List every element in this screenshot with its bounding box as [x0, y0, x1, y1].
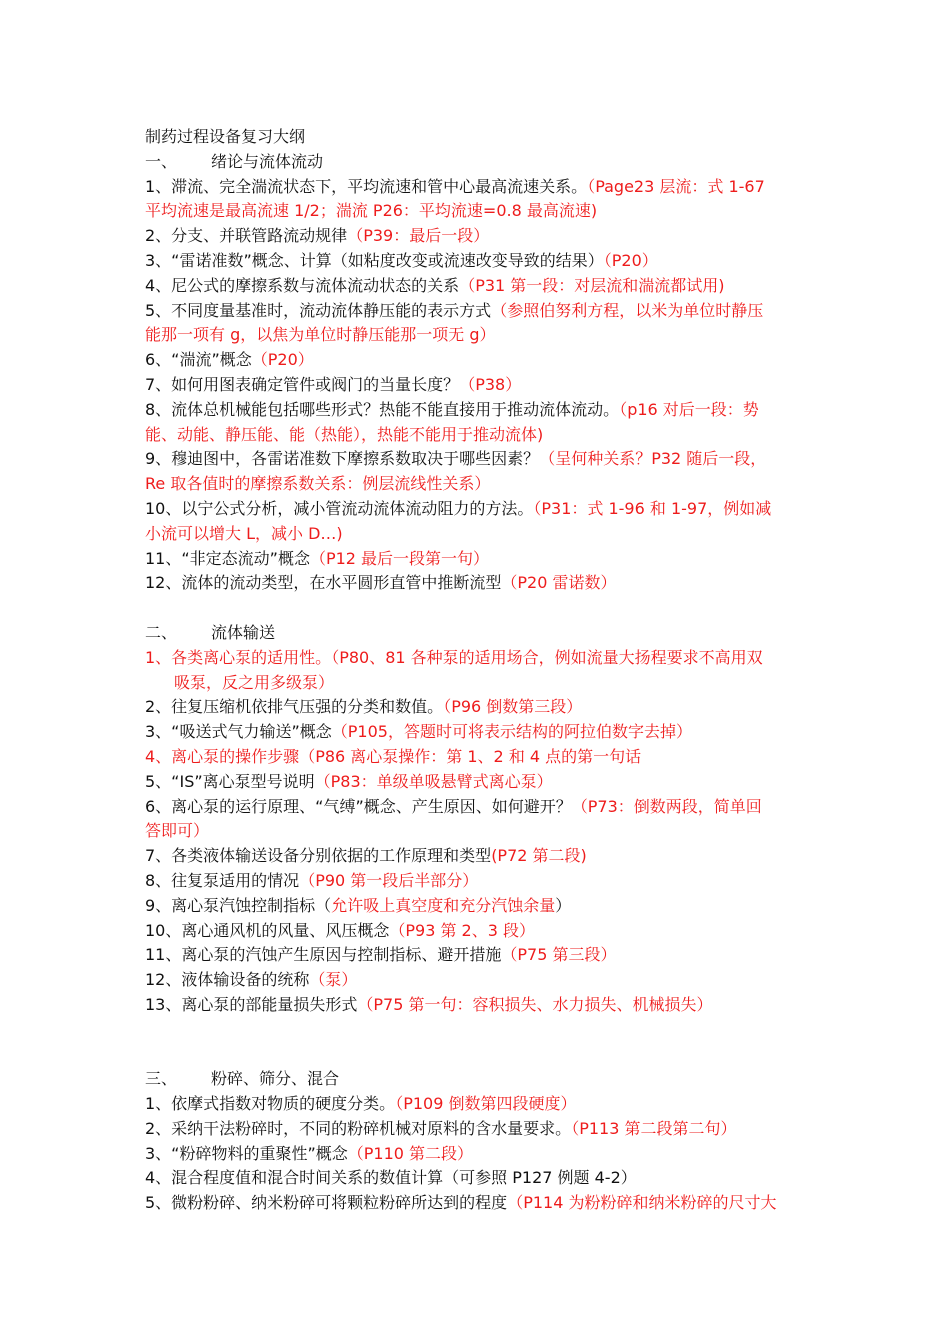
list-item: 3、“粉碎物料的重聚性”概念（P110 第二段） — [145, 1143, 474, 1163]
list-item-continuation: 答即可） — [145, 821, 210, 841]
section-heading-3 — [145, 1067, 815, 1092]
list-item-continuation: 平均流速是最高流速 1/2；湍流 P26：平均流速=0.8 最高流速) — [145, 201, 598, 221]
section-number: 一、 — [145, 151, 178, 171]
list-item: 6、“湍流”概念（P20） — [145, 350, 314, 370]
spacer — [145, 1018, 815, 1068]
list-item-continuation: Re 取各值时的摩擦系数关系：例层流线性关系） — [145, 474, 491, 494]
document-title: 制药过程设备复习大纲 — [145, 127, 306, 146]
list-item: 4、离心泵的操作步骤（P86 离心泵操作：第 1、2 和 4 点的第一句话 — [145, 746, 642, 766]
list-item: 1、滞流、完全湍流状态下，平均流速和管中心最高流速关系。（Page23 层流：式 1-67 — [145, 176, 765, 196]
section-title: 流体输送 — [211, 622, 276, 642]
list-item: 8、流体总机械能包括哪些形式？热能不能直接用于推动流体流动。（p16 对后一段：势 — [145, 399, 759, 419]
list-item: 8、往复泵适用的情况（P90 第一段后半部分） — [145, 870, 479, 890]
list-item: 5、不同度量基准时，流动流体静压能的表示方式（参照伯努利方程，以米为单位时静压 — [145, 300, 764, 320]
section-heading-1 — [145, 150, 815, 175]
document-body — [145, 125, 815, 1216]
list-item: 7、各类液体输送设备分别依据的工作原理和类型(P72 第二段) — [145, 846, 587, 866]
spacer — [145, 596, 815, 621]
list-item: 10、离心通风机的风量、风压概念（P93 第 2、3 段） — [145, 920, 536, 940]
list-item: 1、各类离心泵的适用性。（P80、81 各种泵的适用场合，例如流量大扬程要求不高用双 — [145, 647, 763, 667]
list-item: 2、采纳干法粉碎时，不同的粉碎机械对原料的含水量要求。（P113 第二段第二句） — [145, 1118, 737, 1138]
list-item: 11、“非定态流动”概念（P12 最后一段第一句） — [145, 548, 490, 568]
list-item: 9、离心泵汽蚀控制指标（允许吸上真空度和充分汽蚀余量） — [145, 895, 572, 915]
section-heading-2 — [145, 621, 815, 646]
list-item: 7、如何用图表确定管件或阀门的当量长度？（P38） — [145, 374, 522, 394]
list-item: 11、离心泵的汽蚀产生原因与控制指标、避开措施（P75 第三段） — [145, 945, 617, 965]
section-number: 二、 — [145, 622, 178, 642]
list-item: 5、“IS”离心泵型号说明（P83：单级单吸悬臂式离心泵） — [145, 771, 553, 791]
list-item: 6、离心泵的运行原理、“气缚”概念、产生原因、如何避开？（P73：倒数两段，简单回 — [145, 796, 762, 816]
section-title: 粉碎、筛分、混合 — [211, 1069, 340, 1089]
list-item: 13、离心泵的部能量损失形式（P75 第一句：容积损失、水力损失、机械损失） — [145, 994, 713, 1014]
section-title: 绪论与流体流动 — [211, 151, 324, 171]
list-item: 12、流体的流动类型，在水平圆形直管中推断流型（P20 雷诺数） — [145, 573, 617, 593]
list-item: 5、微粉粉碎、纳米粉碎可将颗粒粉碎所达到的程度（P114 为粉粉碎和纳米粉碎的尺寸大 — [145, 1193, 777, 1213]
list-item: 1、依摩式指数对物质的硬度分类。（P109 倒数第四段硬度） — [145, 1094, 577, 1114]
list-item-continuation: 吸泵，反之用多级泵） — [174, 672, 335, 692]
list-item: 9、穆迪图中，各雷诺准数下摩擦系数取决于哪些因素？（呈何种关系？P32 随后一段， — [145, 449, 767, 469]
list-item: 4、混合程度值和混合时间关系的数值计算（可参照 P127 例题 4-2） — [145, 1168, 637, 1188]
list-item: 12、液体输设备的统称（泵） — [145, 970, 358, 990]
list-item: 2、往复压缩机依排气压强的分类和数值。（P96 倒数第三段） — [145, 697, 583, 717]
list-item: 2、分支、并联管路流动规律（P39：最后一段） — [145, 226, 490, 246]
list-item-continuation: 能那一项有 g，以焦为单位时静压能那一项无 g） — [145, 325, 496, 345]
list-item: 3、“雷诺准数”概念、计算（如粘度改变或流速改变导致的结果）（P20） — [145, 250, 658, 270]
list-item: 4、尼公式的摩擦系数与流体流动状态的关系（P31 第一段：对层流和湍流都试用) — [145, 275, 725, 295]
list-item: 10、以宁公式分析，减小管流动流体流动阻力的方法。（P31：式 1-96 和 1-97，例如减 — [145, 498, 772, 518]
list-item-continuation: 小流可以增大 L，减小 D…) — [145, 523, 343, 543]
list-item: 3、“吸送式气力输送”概念（P105，答题时可将表示结构的阿拉伯数字去掉） — [145, 722, 692, 742]
list-item-continuation: 能、动能、静压能、能（热能），热能不能用于推动流体) — [145, 424, 544, 444]
section-number: 三、 — [145, 1069, 178, 1089]
